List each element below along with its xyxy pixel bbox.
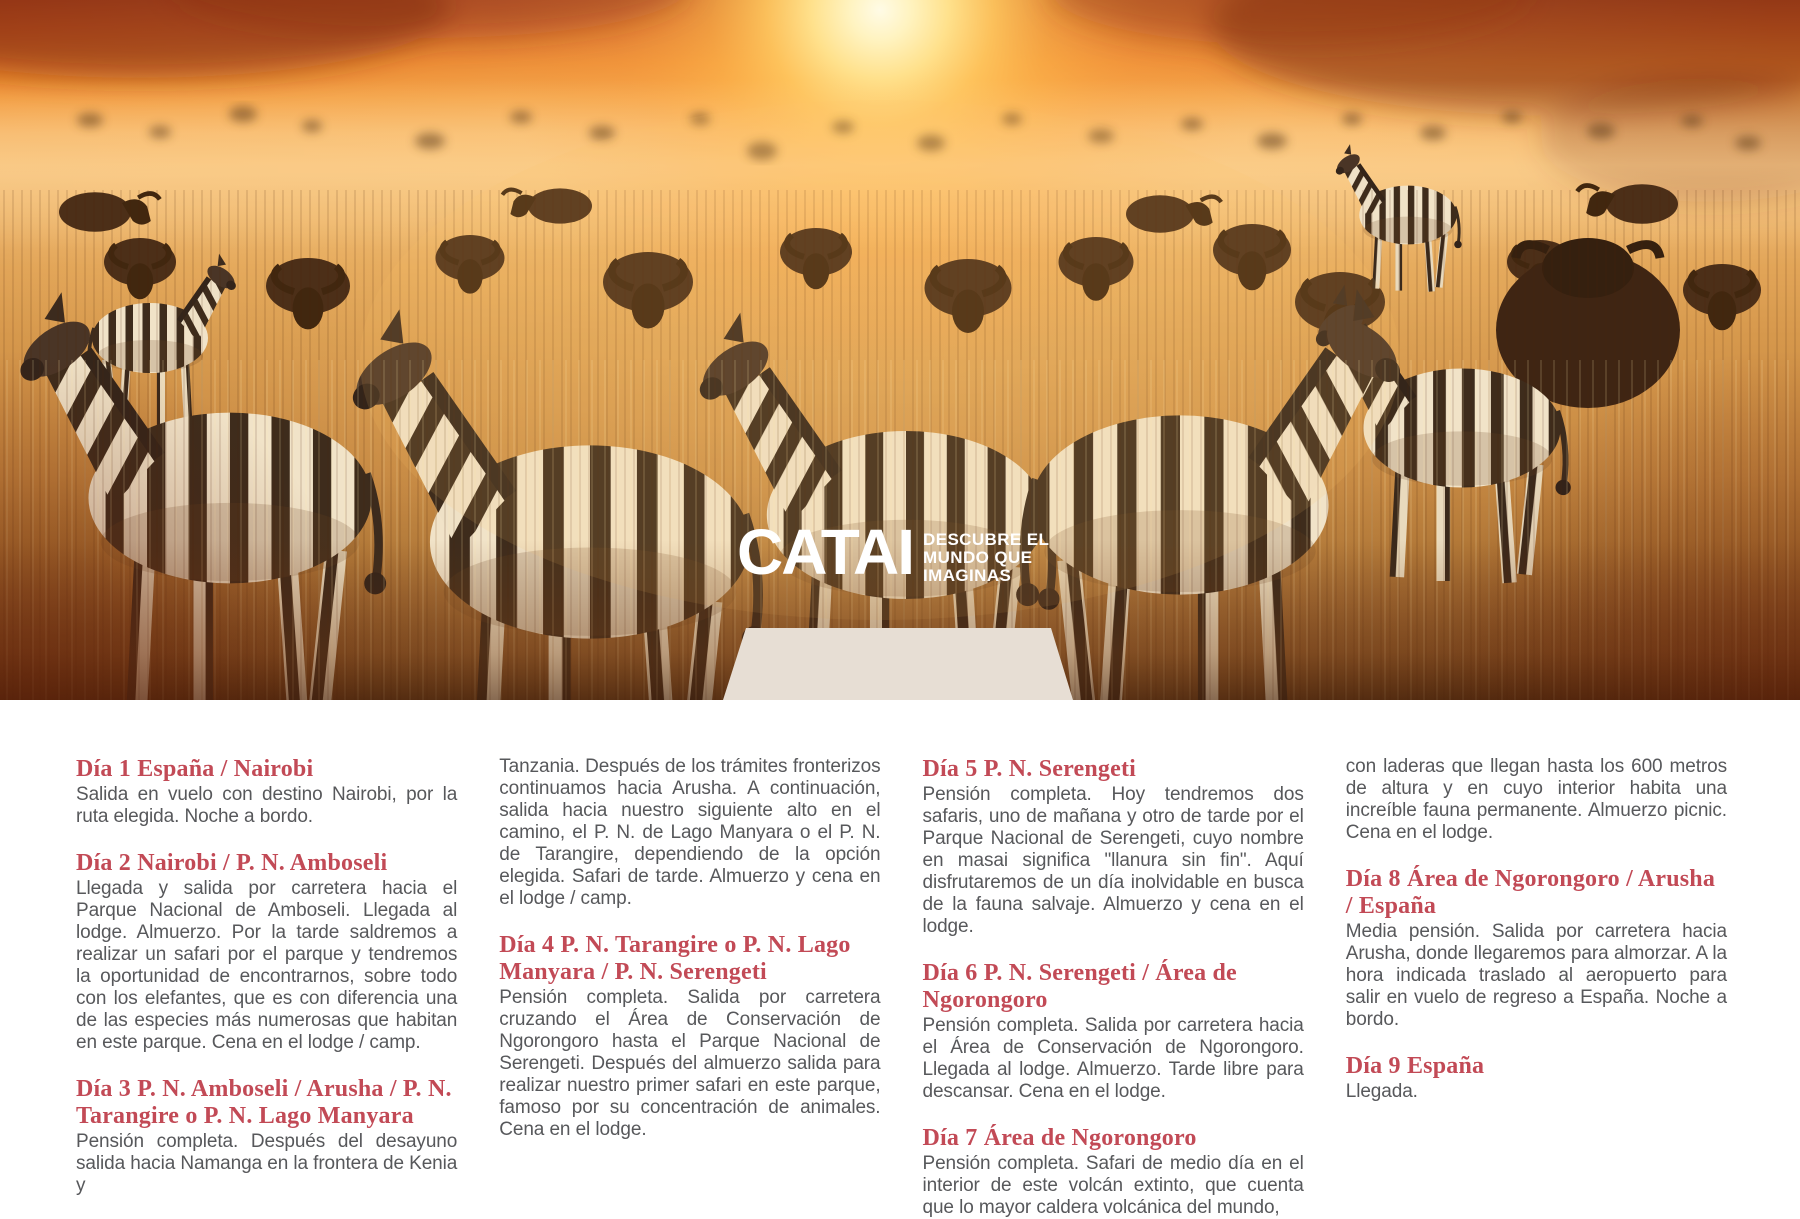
logo-tagline — [923, 524, 1049, 585]
tagline-line: DESCUBRE EL — [923, 530, 1050, 549]
day-paragraph: Salida en vuelo con destino Nairobi, por la ruta elegida. Noche a bordo. — [76, 784, 458, 827]
day-paragraph: Pensión completa. Salida por carretera hacia el Área de Conservación de Ngorongoro. Llegada al lodge. Almuerzo. Tarde libre para descansar. Cena en el lodge. — [922, 1015, 1304, 1102]
day-paragraph: Pensión completa. Salida por carretera cruzando el Área de Conservación de Ngorongoro hasta el Parque Nacional de Serengeti. Después del almuerzo salida para realizar nuestro primer safari en este parque, famoso por su concentración de animales. Cena en el lodge. — [499, 987, 881, 1140]
itinerary-column-2 — [499, 756, 880, 1219]
tagline-line: MUNDO QUE — [923, 548, 1033, 567]
itinerary-column-4 — [1346, 756, 1727, 1219]
day-paragraph: Pensión completa. Después del desayuno salida hacia Namanga en la frontera de Kenia y — [76, 1131, 458, 1196]
day-heading: Día 4 P. N. Tarangire o P. N. Lago Manyara / P. N. Serengeti — [499, 932, 851, 985]
day-paragraph: Pensión completa. Safari de medio día en el interior de este volcán extinto, que cuenta que lo mayor caldera volcánica del mundo, — [922, 1153, 1304, 1218]
logo-wordmark: CATAI — [737, 516, 914, 588]
itinerary-columns — [0, 700, 1800, 1219]
day-heading: Día 2 Nairobi / P. N. Amboseli — [76, 850, 388, 876]
day-paragraph: con laderas que llegan hasta los 600 metros de altura y en cuyo interior habita una increíble fauna permanente. Almuerzo picnic. Cena en el lodge. — [1345, 756, 1727, 843]
catai-logo — [737, 516, 1050, 588]
itinerary-column-1 — [76, 756, 457, 1219]
day-heading: Día 6 P. N. Serengeti / Área de Ngorongoro — [922, 960, 1237, 1013]
day-paragraph: Pensión completa. Hoy tendremos dos safaris, uno de mañana y otro de tarde por el Parque Nacional de Serengeti, cuyo nombre en masai significa "llanura sin fin". Aquí disfrutaremos de un día inolvidable en busca de la fauna salvaje. Almuerzo y cena en el lodge. — [922, 784, 1304, 937]
day-heading: Día 9 España — [1345, 1053, 1485, 1079]
beige-trapezoid — [723, 628, 1073, 700]
tagline-line: IMAGINAS — [923, 566, 1012, 585]
day-paragraph: Tanzania. Después de los trámites fronterizos continuamos hacia Arusha. A continuación, salida hacia nuestro siguiente alto en el camino, el P. N. de Lago Manyara o el P. N. de Tarangire, dependiendo de la opción elegida. Safari de tarde. Almuerzo y cena en el lodge / camp. — [499, 756, 881, 909]
day-heading: Día 1 España / Nairobi — [76, 756, 314, 782]
day-paragraph: Media pensión. Salida por carretera hacia Arusha, donde llegaremos para almorzar. A la hora indicada traslado al aeropuerto para salir en vuelo de regreso a España. Noche a bordo. — [1345, 921, 1727, 1030]
day-paragraph: Llegada y salida por carretera hacia el Parque Nacional de Amboseli. Llegada al lodge. Almuerzo. Por la tarde saldremos a realizar un safari por el parque y tendremos la oportunidad de encontrarnos, sobre todo con los elefantes, que es con diferencia una de las especies más numerosas que habitan en este parque. Cena en el lodge / camp. — [76, 878, 458, 1053]
itinerary-column-3 — [923, 756, 1304, 1219]
day-heading: Día 5 P. N. Serengeti — [922, 756, 1137, 782]
day-heading: Día 3 P. N. Amboseli / Arusha / P. N. Tarangire o P. N. Lago Manyara — [76, 1076, 452, 1129]
day-heading: Día 8 Área de Ngorongoro / Arusha / España — [1345, 866, 1716, 919]
day-paragraph: Llegada. — [1345, 1081, 1418, 1102]
day-heading: Día 7 Área de Ngorongoro — [922, 1125, 1197, 1151]
